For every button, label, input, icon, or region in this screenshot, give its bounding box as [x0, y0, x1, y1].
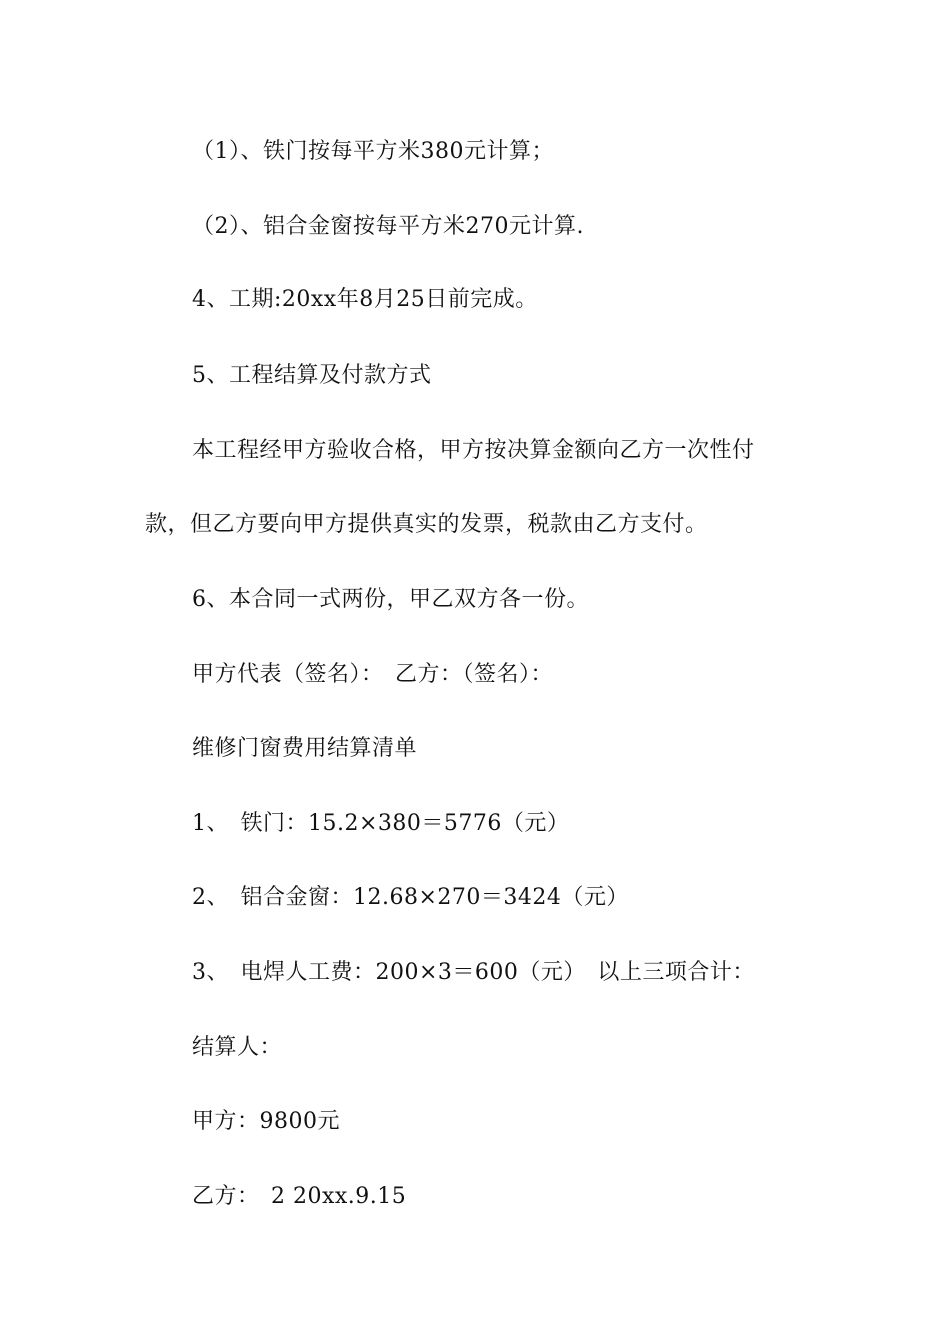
statement-item-3: 3、 电焊人工费：200×3＝600（元） 以上三项合计： [192, 960, 755, 985]
party-b-date: 乙方： 2 20xx.9.15 [192, 1184, 407, 1209]
clause-schedule: 4、工期:20xx年8月25日前完成。 [192, 287, 538, 312]
clause-aluminum-window-price: （2）、铝合金窗按每平方米270元计算. [192, 214, 584, 239]
settlement-paragraph-line-2: 款，但乙方要向甲方提供真实的发票，税款由乙方支付。 [145, 512, 708, 537]
statement-title: 维修门窗费用结算清单 [192, 736, 418, 761]
settlement-paragraph-line-1: 本工程经甲方验收合格，甲方按决算金额向乙方一次性付 [192, 438, 755, 463]
statement-item-2: 2、 铝合金窗：12.68×270＝3424（元） [192, 885, 629, 910]
settler-label: 结算人： [192, 1035, 283, 1060]
statement-item-1: 1、 铁门：15.2×380＝5776（元） [192, 811, 570, 836]
signature-line: 甲方代表（签名）： 乙方：（签名）： [192, 662, 554, 687]
clause-copies: 6、本合同一式两份，甲乙双方各一份。 [192, 587, 589, 612]
clause-iron-door-price: （1）、铁门按每平方米380元计算； [192, 139, 554, 164]
party-a-amount: 甲方：9800元 [192, 1109, 340, 1134]
clause-settlement-heading: 5、工程结算及付款方式 [192, 363, 432, 388]
